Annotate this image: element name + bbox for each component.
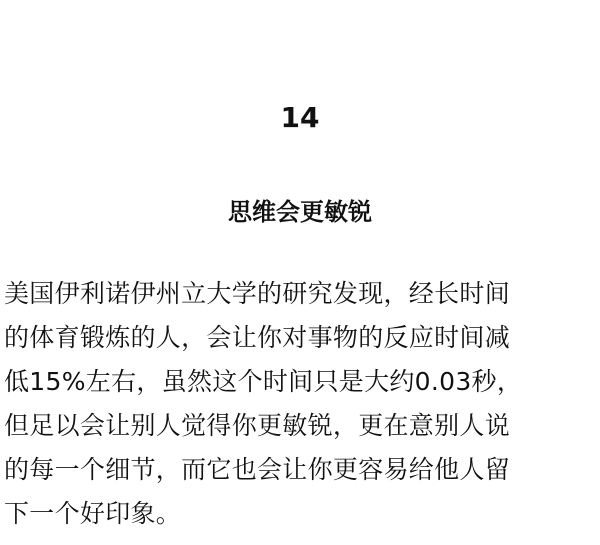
paragraph-line: 但足以会让别人觉得你更敏锐，更在意别人说 bbox=[4, 411, 511, 440]
paragraph-line: 的体育锻炼的人，会让你对事物的反应时间减 bbox=[4, 323, 511, 352]
section-heading: 思维会更敏锐 bbox=[228, 198, 372, 226]
paragraph-line: 下一个好印象。 bbox=[4, 499, 182, 528]
section-number: 14 bbox=[280, 101, 320, 134]
paragraph-line: 美国伊利诺伊州立大学的研究发现，经长时间 bbox=[4, 279, 511, 308]
body-paragraph bbox=[4, 272, 600, 536]
paragraph-line: 低15%左右，虽然这个时间只是大约0.03秒， bbox=[4, 367, 523, 396]
paragraph-line: 的每一个细节，而它也会让你更容易给他人留 bbox=[4, 455, 511, 484]
